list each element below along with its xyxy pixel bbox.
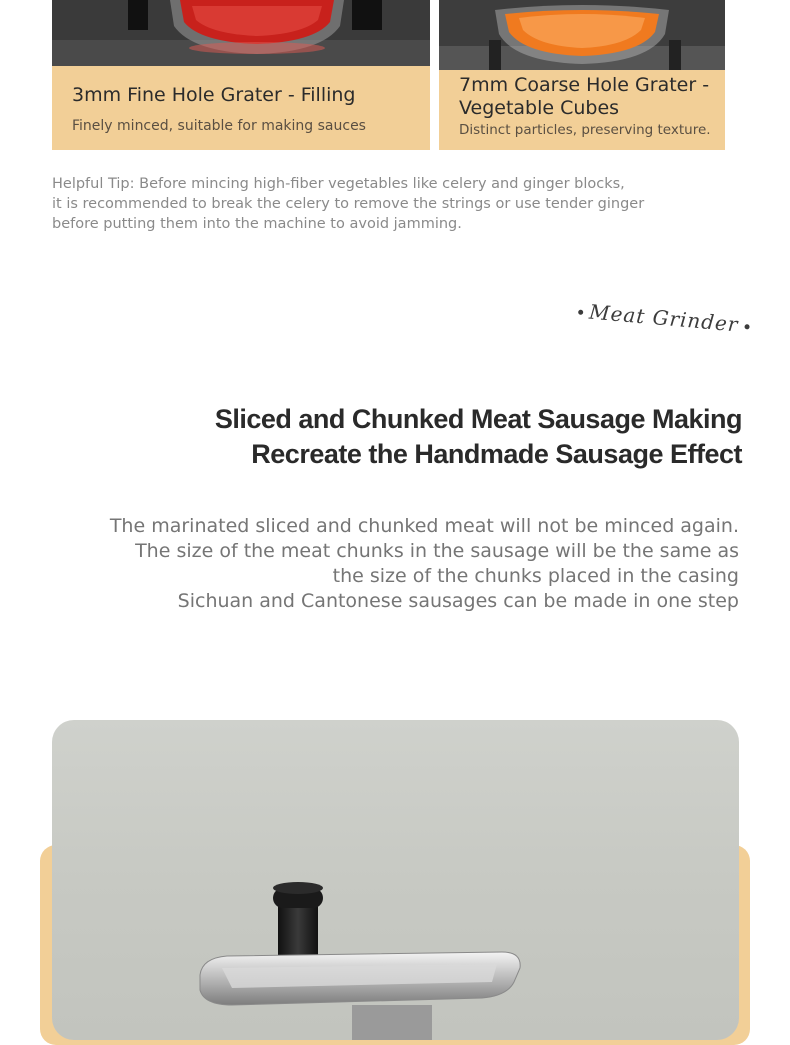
meat-grinder-script-label	[571, 298, 756, 338]
tip-line: Helpful Tip: Before mincing high-fiber vegetables like celery and ginger blocks,	[52, 176, 625, 192]
description-line: the size of the chunks placed in the casing	[332, 565, 739, 587]
description-line: The size of the meat chunks in the sausage will be the same as	[135, 540, 739, 562]
grater-caption	[439, 70, 725, 150]
bowl-illustration	[439, 0, 725, 70]
description-line: The marinated sliced and chunked meat will not be minced again.	[109, 515, 739, 537]
heading-line: Recreate the Handmade Sausage Effect	[251, 439, 742, 469]
tip-line: it is recommended to break the celery to remove the strings or use tender ginger	[52, 196, 645, 212]
grater-description: Finely minced, suitable for making sauces	[72, 118, 366, 134]
grater-caption	[52, 66, 430, 150]
script-label-text: Meat Grinder	[588, 299, 740, 337]
grater-description: Distinct particles, preserving texture.	[459, 122, 711, 138]
helpful-tip	[52, 174, 712, 234]
dot-icon	[578, 310, 583, 315]
carrot-bowl-photo	[439, 0, 725, 70]
grater-title-line: Vegetable Cubes	[459, 97, 620, 119]
description-line: Sichuan and Cantonese sausages can be made in one step	[177, 590, 739, 612]
heading-line: Sliced and Chunked Meat Sausage Making	[214, 404, 742, 434]
grater-title: 3mm Fine Hole Grater - Filling	[72, 84, 356, 106]
grater-card-coarse	[439, 0, 725, 150]
grater-title	[459, 74, 709, 120]
tip-line: before putting them into the machine to avoid jamming.	[52, 216, 462, 232]
minced-meat-bowl-photo	[52, 0, 430, 66]
meat-grinder-product-photo	[52, 720, 739, 1040]
dot-icon	[744, 324, 749, 329]
section-heading	[215, 402, 742, 472]
grater-card-fine	[52, 0, 430, 150]
grater-title-line: 7mm Coarse Hole Grater -	[459, 74, 710, 96]
meat-grinder-illustration	[52, 720, 739, 1040]
bowl-illustration	[52, 0, 430, 66]
section-description	[110, 514, 739, 614]
